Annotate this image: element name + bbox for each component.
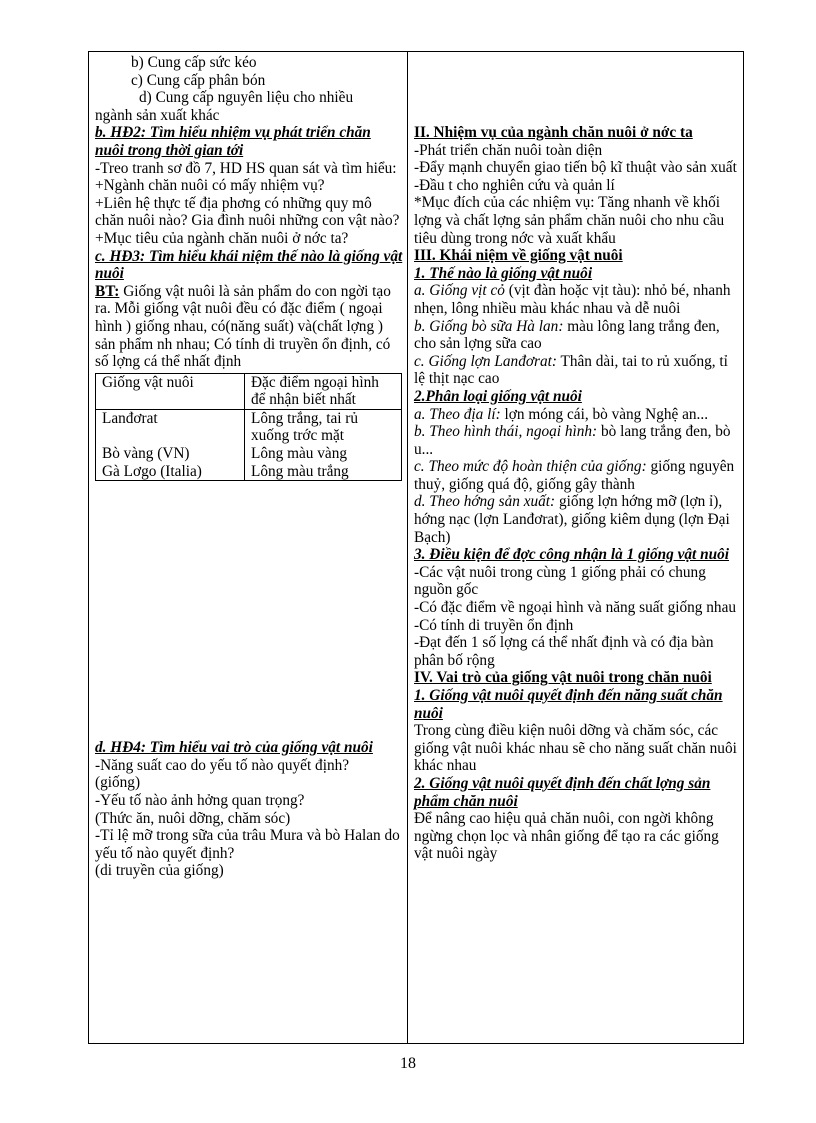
hd4-line-2: (giống) (95, 774, 141, 792)
s3-class-c: c. Theo mức độ hoàn thiện của giống: giống nguyên thuỷ, giống quá độ, giống gây thành (414, 458, 735, 493)
breed-feature: Lông màu vàng (251, 445, 348, 463)
s2-line-3: -Đầu t cho nghiên cứu và quản lí (414, 176, 615, 194)
column-divider (407, 51, 408, 1044)
s3-example-b: b. Giống bò sữa Hà lan: màu lông lang trắng đen, cho sản lợng sữa cao (414, 317, 720, 353)
bt-text: Giống vật nuôi là sản phẩm do con ngời tạo ra. Mỗi giống vật nuôi đều có đặc điểm ( ngoại hình ) giống nhau, có(năng suất) và(chất lợng ) sản phẩm nh nhau; Có tính di truyền ổn định, có số lợng cá thể nhất định (95, 282, 391, 371)
hd4-line-6: (di truyền của giống) (95, 862, 224, 880)
s2-line-2: -Đẩy mạnh chuyển giao tiến bộ kĩ thuật vào sản xuất (414, 159, 737, 177)
hd2-heading: b. HĐ2: Tìm hiểu nhiệm vụ phát triển chăn nuôi trong thời gian tới (95, 124, 371, 159)
hd2-line-2: +Ngành chăn nuôi có mấy nhiệm vụ? (95, 177, 325, 195)
left-column (95, 54, 403, 880)
bt-label: BT: (95, 282, 120, 300)
table-header-breed: Giống vật nuôi (96, 373, 245, 409)
s3-example-a: a. Giống vịt cỏ (vịt đàn hoặc vịt tàu): nhỏ bé, nhanh nhẹn, lông nhiều màu khác nhau và dễ nuôi (414, 282, 731, 317)
hd3-bt (95, 283, 403, 371)
s4-sub1: 1. Giống vật nuôi quyết định đến năng suất chăn nuôi (414, 687, 723, 722)
hd4-line-1: -Năng suất cao do yếu tố nào quyết định? (95, 756, 350, 774)
section-4-heading: IV. Vai trò của giống vật nuôi trong chăn nuôi (414, 669, 712, 687)
section-2-heading: II. Nhiệm vụ của ngành chăn nuôi ở nớc ta (414, 124, 693, 141)
s3-class-d: d. Theo hớng sản xuất: giống lợn hớng mỡ (lợn ỉ), hớng nạc (lợn Lanđơrat), giống kiêm dụng (lợn Đại Bạch) (414, 493, 730, 546)
option-d-cont: ngành sản xuất khác (95, 106, 220, 124)
hd2-line-4: +Mục tiêu của ngành chăn nuôi ở nớc ta? (95, 229, 349, 247)
page-number: 18 (400, 1055, 416, 1072)
s2-line-1: -Phát triển chăn nuôi toàn diện (414, 141, 603, 159)
breed-name: Bò vàng (VN) (102, 445, 190, 463)
s2-line-4: *Mục đích của các nhiệm vụ: Tăng nhanh về khối lợng và chất lợng sản phẩm chăn nuôi cho nhu cầu tiêu dùng trong nớc và xuất khẩu (414, 194, 725, 247)
table-header-row (96, 373, 402, 409)
breed-feature: Lông màu trắng (251, 462, 349, 480)
option-c: c) Cung cấp phân bón (131, 71, 266, 89)
breed-table (95, 373, 402, 482)
s3-cond-2: -Có đặc điểm về ngoại hình và năng suất giống nhau (414, 599, 737, 617)
s3-cond-1: -Các vật nuôi trong cùng 1 giống phải có chung nguồn gốc (414, 563, 706, 599)
hd2-line-3: +Liên hệ thực tế địa phơng có những quy mô chăn nuôi nào? Gia đình nuôi những con vật nào? (95, 194, 400, 230)
s3-sub1: 1. Thế nào là giống vật nuôi (414, 264, 593, 282)
breed-feature: Lông trắng, tai rủ xuống trớc mặt (251, 409, 359, 445)
breed-name: Lanđơrat (102, 409, 158, 427)
s3-cond-3: -Có tính di truyền ổn định (414, 616, 574, 634)
s3-cond-4: -Đạt đến 1 số lợng cá thể nhất định và có địa bàn phân bố rộng (414, 634, 714, 669)
hd2-line-1: -Treo tranh sơ đồ 7, HD HS quan sát và tìm hiểu: (95, 159, 397, 177)
option-b: b) Cung cấp sức kéo (131, 54, 257, 71)
right-column (414, 54, 740, 863)
s3-example-c: c. Giống lợn Lanđơrat: Thân dài, tai to rủ xuống, tỉ lệ thịt nạc cao (414, 352, 728, 388)
s4-sub2: 2. Giống vật nuôi quyết định đến chất lợng sản phẩm chăn nuôi (414, 774, 711, 810)
section-3-heading: III. Khái niệm về giống vật nuôi (414, 247, 623, 265)
s3-class-b: b. Theo hình thái, ngoại hình: bò lang trắng đen, bò u... (414, 423, 731, 458)
s3-sub2: 2.Phân loại giống vật nuôi (414, 387, 582, 405)
hd4-line-4: (Thức ăn, nuôi dỡng, chăm sóc) (95, 809, 291, 827)
hd4-line-3: -Yếu tố nào ảnh hởng quan trọng? (95, 792, 305, 810)
hd3-heading: c. HĐ3: Tìm hiểu khái niệm thế nào là giống vật nuôi (95, 247, 403, 283)
option-d: d) Cung cấp nguyên liệu cho nhiều (139, 89, 354, 107)
table-row (96, 409, 402, 480)
breed-name: Gà Lơgo (Italia) (102, 462, 202, 480)
table-header-feature: Đặc điểm ngoại hình để nhận biết nhất (245, 373, 402, 409)
s4-text1: Trong cùng điều kiện nuôi dỡng và chăm sóc, các giống vật nuôi khác nhau sẽ cho năng suất chăn nuôi khác nhau (414, 722, 737, 775)
s3-class-a: a. Theo địa lí: lợn móng cái, bò vàng Nghệ an... (414, 405, 709, 423)
hd4-line-5: -Tỉ lệ mỡ trong sữa của trâu Mura và bò Halan do yếu tố nào quyết định? (95, 827, 400, 862)
hd4-heading: d. HĐ4: Tìm hiểu vai trò của giống vật nuôi (95, 739, 373, 757)
s4-text2: Để nâng cao hiệu quả chăn nuôi, con ngời không ngừng chọn lọc và nhân giống để tạo ra các giống vật nuôi ngày (414, 810, 719, 863)
s3-sub3: 3. Điều kiện để đợc công nhận là 1 giống vật nuôi (414, 546, 730, 564)
